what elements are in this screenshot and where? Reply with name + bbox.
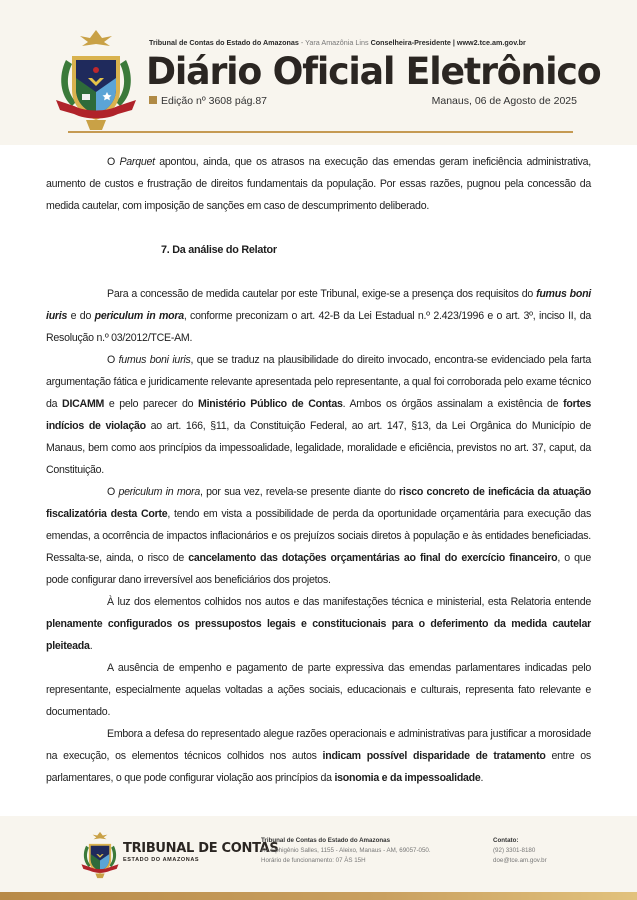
footer-address-block xyxy=(261,836,431,866)
president-name: Yara Amazônia Lins xyxy=(305,38,369,47)
text-run: . xyxy=(480,772,484,784)
italic-term: Parquet xyxy=(119,156,155,168)
dateline: Manaus, 06 de Agosto de 2025 xyxy=(431,95,577,107)
publication-title: Diário Oficial Eletrônico xyxy=(146,50,601,93)
emphasis-text: indicam possível disparidade de tratamento xyxy=(322,750,546,762)
edition-info xyxy=(149,95,267,107)
body-paragraph xyxy=(46,151,591,217)
italic-term: fumus boni iuris xyxy=(118,354,191,366)
text-run: apontou, ainda, que os atrasos na execução das emendas geram ineficiência administrativa, aumento de custos e frustração de direitos fundamentais da população. Por essas razões, pugnou pela concessão da medida cautelar, com imposição de sanções em caso de descumprimento deliberado. xyxy=(46,156,591,212)
text-run: , tendo em vista a possibilidade de perda da oportunidade orçamentária para execução das emendas, a ocorrência de impactos inflacionários e os prejuízos sociais diretos à população e às entidades beneficiadas. Ressalta-se, ainda, o risco de xyxy=(46,508,591,564)
bullet-square-icon xyxy=(149,96,157,104)
website-link[interactable]: www2.tce.am.gov.br xyxy=(456,38,526,47)
text-run: O xyxy=(107,486,119,498)
text-run: , o que pode configurar dano irreversível aos beneficiários dos projetos. xyxy=(46,552,591,586)
body-paragraph xyxy=(46,657,591,723)
text-run: O xyxy=(107,156,120,168)
emphasis-text: periculum in mora xyxy=(94,310,184,322)
emphasis-text: fortes indícios de violação xyxy=(46,398,592,432)
separator: - xyxy=(298,38,306,47)
section-heading: 7. Da análise do Relator xyxy=(161,244,277,256)
footer-address: Av. Ephigênio Salles, 1155 - Aleixo, Manaus - AM, 69057-050. xyxy=(261,847,431,854)
footer-phone[interactable]: (92) 3301-8180 xyxy=(493,847,536,854)
body-paragraph xyxy=(46,349,591,481)
header-divider xyxy=(68,131,573,133)
text-run: . xyxy=(89,640,93,652)
edition-text: Edição nº 3608 pág.87 xyxy=(161,95,268,107)
text-run: . Ambos os órgãos assinalam a existência de xyxy=(342,398,564,410)
body-paragraph xyxy=(46,723,591,789)
footer-gold-bar xyxy=(0,892,637,900)
text-run: Para a concessão de medida cautelar por este Tribunal, exige-se a presença dos requisitos do xyxy=(107,288,537,300)
text-run: ao art. 166, §11, da Constituição Federal, ao art. 147, §13, da Lei Orgânica do Município de Manaus, bem como aos princípios da impessoalidade, legalidade, moralidade e eficiência, previstos no art. 37, caput, da Constituição. xyxy=(46,420,591,476)
footer-contact-block xyxy=(493,836,547,866)
italic-term: periculum in mora xyxy=(118,486,200,498)
emphasis-text: fumus boni iuris xyxy=(46,288,591,322)
body-paragraph xyxy=(46,481,591,591)
text-run: e pelo parecer do xyxy=(104,398,199,410)
text-run: A ausência de empenho e pagamento de parte expressiva das emendas parlamentares indicadas pelo representante, especialmente aquelas voltadas a ações sociais, educacionais e culturais, representa fato relevante e documentado. xyxy=(46,662,591,718)
page-header xyxy=(0,0,637,145)
divider: | xyxy=(450,38,457,47)
body-paragraph xyxy=(46,591,591,657)
footer-hours: Horário de funcionamento: 07 ÀS 15H xyxy=(261,857,366,864)
footer-info-title: Tribunal de Contas do Estado do Amazonas xyxy=(261,837,391,844)
text-run: , conforme preconizam o art. 42-B da Lei Estadual n.º 2.423/1996 e o art. 3º, inciso II, da Resolução n.º 03/2012/TCE-AM. xyxy=(46,310,591,344)
text-run: , que se traduz na plausibilidade do direito invocado, encontra-se evidenciado pela farta argumentação fática e juridicamente relevante apresentada pelo representante, a qual foi corroborada pelo exame técnico da xyxy=(46,354,591,410)
tce-coat-of-arms-icon xyxy=(52,26,140,134)
president-role: Conselheira-Presidente xyxy=(370,38,451,47)
body-paragraph xyxy=(46,283,591,349)
footer-email[interactable]: doe@tce.am.gov.br xyxy=(493,857,547,864)
emphasis-text: isonomia e da impessoalidade xyxy=(334,772,481,784)
text-run: Embora a defesa do representado alegue razões operacionais e administrativas para justificar a morosidade na execução, os elementos técnicos colhidos nos autos xyxy=(46,728,591,762)
document-body xyxy=(46,151,591,789)
text-run: À luz dos elementos colhidos nos autos e das manifestações técnica e ministerial, esta Relatoria entende xyxy=(107,596,591,608)
header-institution-line xyxy=(149,38,526,47)
text-run: e do xyxy=(67,310,95,322)
emphasis-text: cancelamento das dotações orçamentárias ao final do exercício financeiro xyxy=(188,552,558,564)
emphasis-text: plenamente configurados os pressupostos legais e constitucionais para o deferimento da medida cautelar pleiteada xyxy=(46,618,591,652)
page-footer xyxy=(0,816,637,900)
emphasis-text: risco concreto de ineficácia da atuação fiscalizatória desta Corte xyxy=(46,486,591,520)
footer-brand-main: TRIBUNAL DE CONTAS xyxy=(123,841,279,856)
emphasis-text: Ministério Público de Contas xyxy=(198,398,343,410)
tce-coat-of-arms-icon xyxy=(79,830,121,880)
institution-name: Tribunal de Contas do Estado do Amazonas xyxy=(149,38,299,47)
text-run: entre os parlamentares, o que pode configurar violação aos princípios da xyxy=(46,750,591,784)
footer-contact-title: Contato: xyxy=(493,837,519,844)
emphasis-text: DICAMM xyxy=(62,398,105,410)
footer-brand xyxy=(123,841,278,863)
text-run: , por sua vez, revela-se presente diante do xyxy=(199,486,399,498)
text-run: O xyxy=(107,354,119,366)
footer-brand-sub: ESTADO DO AMAZONAS xyxy=(123,857,200,863)
